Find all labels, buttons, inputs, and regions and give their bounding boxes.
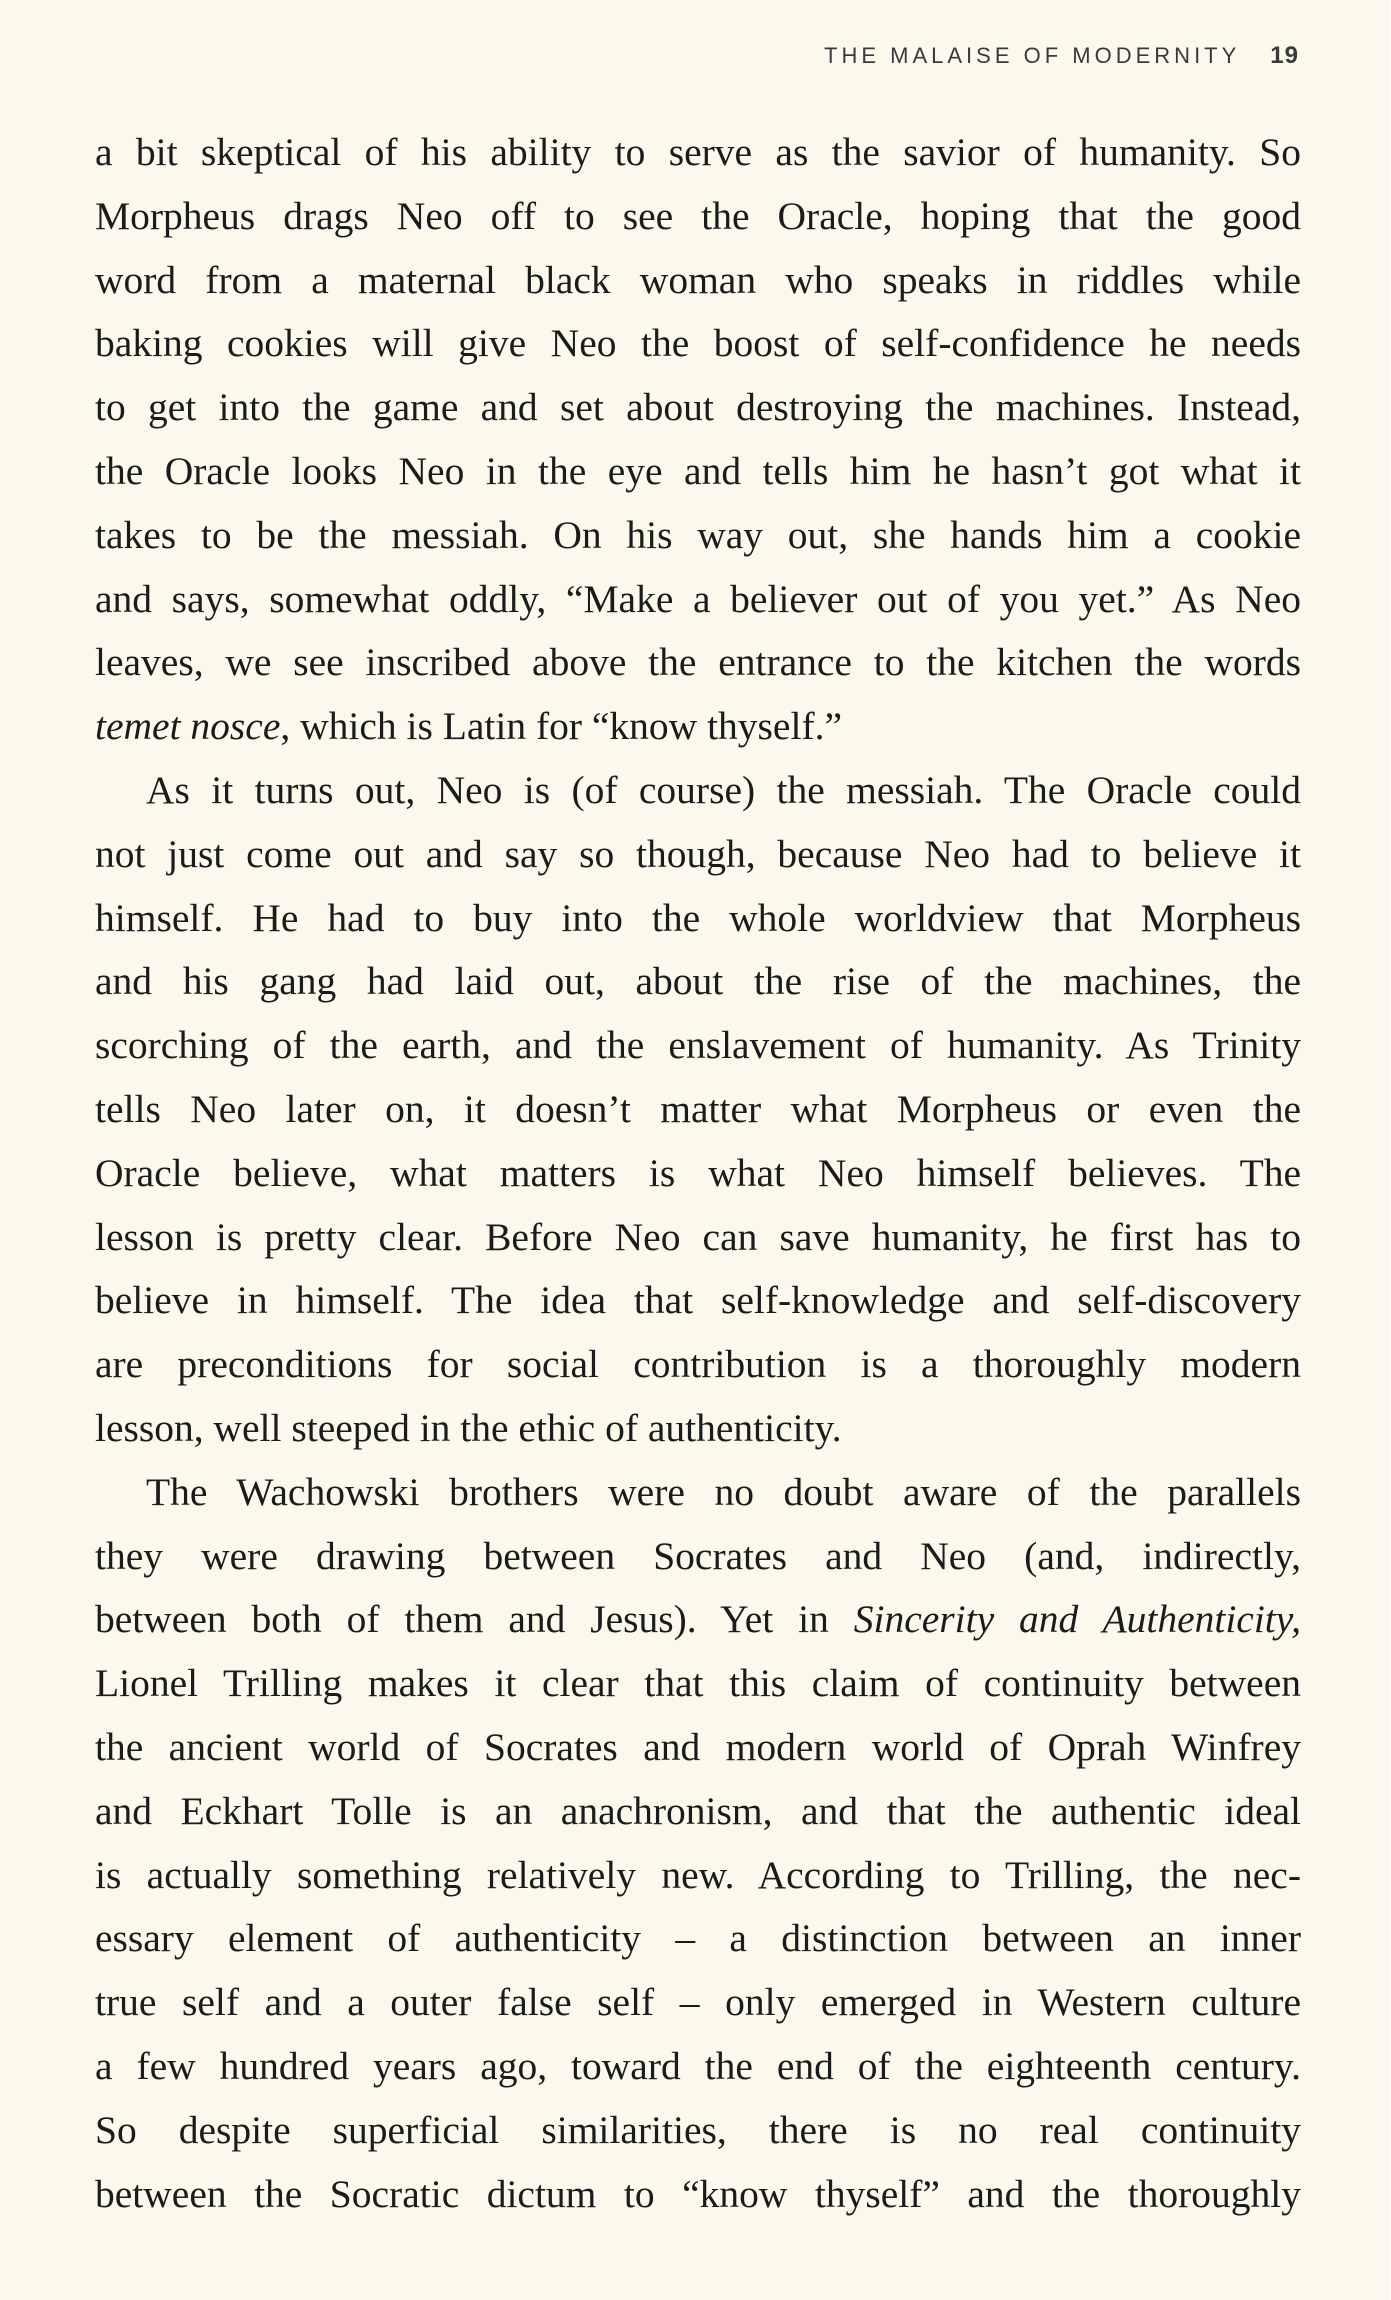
text-line: Morpheus drags Neo off to see the Oracle, hoping that the good (95, 193, 1301, 238)
text-line: between the Socratic dictum to “know thyself” and the thoroughly (95, 2171, 1301, 2216)
text-line: Lionel Trilling makes it clear that this claim of continuity between (95, 1661, 1301, 1706)
text-line: leaves, we see inscribed above the entrance to the kitchen the words (95, 640, 1301, 685)
text-line: Oracle believe, what matters is what Neo himself believes. The (95, 1150, 1301, 1195)
text-line: essary element of authenticity – a distinction between an inner (95, 1916, 1301, 1961)
text-span: between both of them and Jesus). Yet in (95, 1597, 854, 1642)
text-line: to get into the game and set about destroying the machines. Instead, (95, 385, 1301, 430)
text-line: baking cookies will give Neo the boost of self-confidence he needs (95, 321, 1301, 366)
text-line: word from a maternal black woman who speaks in riddles while (95, 257, 1301, 302)
book-title: Sincerity and Authenticity, (853, 1597, 1302, 1642)
text-line: true self and a outer false self – only emerged in Western culture (95, 1980, 1301, 2025)
text-line: believe in himself. The idea that self-knowledge and self-discovery (95, 1278, 1301, 1323)
text-line: are preconditions for social contribution is a thoroughly modern (95, 1342, 1301, 1387)
text-line: a bit skeptical of his ability to serve as the savior of humanity. So (95, 130, 1301, 174)
text-line: The Wachowski brothers were no doubt aware of the parallels (146, 1469, 1301, 1514)
text-line: and says, somewhat oddly, “Make a believer out of you yet.” As Neo (95, 576, 1301, 621)
running-title: THE MALAISE OF MODERNITY (824, 43, 1241, 68)
text-line: lesson is pretty clear. Before Neo can save humanity, he first has to (95, 1214, 1301, 1259)
text-line: and his gang had laid out, about the rise of the machines, the (95, 959, 1301, 1004)
text-line: a few hundred years ago, toward the end of the eighteenth century. (95, 2043, 1301, 2088)
text-line (95, 1588, 1301, 1652)
text-line: tells Neo later on, it doesn’t matter what Morpheus or even the (95, 1086, 1301, 1131)
running-header (824, 42, 1299, 70)
text-line: and Eckhart Tolle is an anachronism, and that the authentic ideal (95, 1788, 1301, 1833)
text-line: the Oracle looks Neo in the eye and tells him he hasn’t got what it (95, 448, 1301, 493)
text-line: they were drawing between Socrates and Neo (and, indirectly, (95, 1533, 1301, 1578)
paragraph-3 (95, 1461, 1301, 2227)
text-line: lesson, well steeped in the ethic of authenticity. (95, 1405, 842, 1450)
text-line: scorching of the earth, and the enslavement of humanity. As Trinity (95, 1023, 1301, 1068)
text-line: the ancient world of Socrates and modern world of Oprah Winfrey (95, 1724, 1301, 1769)
text-line: himself. He had to buy into the whole worldview that Morpheus (95, 895, 1301, 940)
page-number: 19 (1270, 42, 1299, 69)
paragraph-1 (95, 121, 1301, 759)
text-span: , which is Latin for “know thyself.” (280, 704, 842, 749)
body-text (95, 121, 1301, 2226)
latin-phrase: temet nosce (95, 704, 281, 749)
text-line: As it turns out, Neo is (of course) the messiah. The Oracle could (146, 767, 1301, 812)
text-line: So despite superficial similarities, there is no real continuity (95, 2107, 1301, 2152)
text-line: is actually something relatively new. According to Trilling, the nec- (95, 1852, 1301, 1897)
paragraph-2 (95, 759, 1301, 1461)
text-line: takes to be the messiah. On his way out, she hands him a cookie (95, 512, 1301, 557)
text-line: not just come out and say so though, because Neo had to believe it (95, 831, 1301, 876)
text-line (95, 695, 1301, 759)
